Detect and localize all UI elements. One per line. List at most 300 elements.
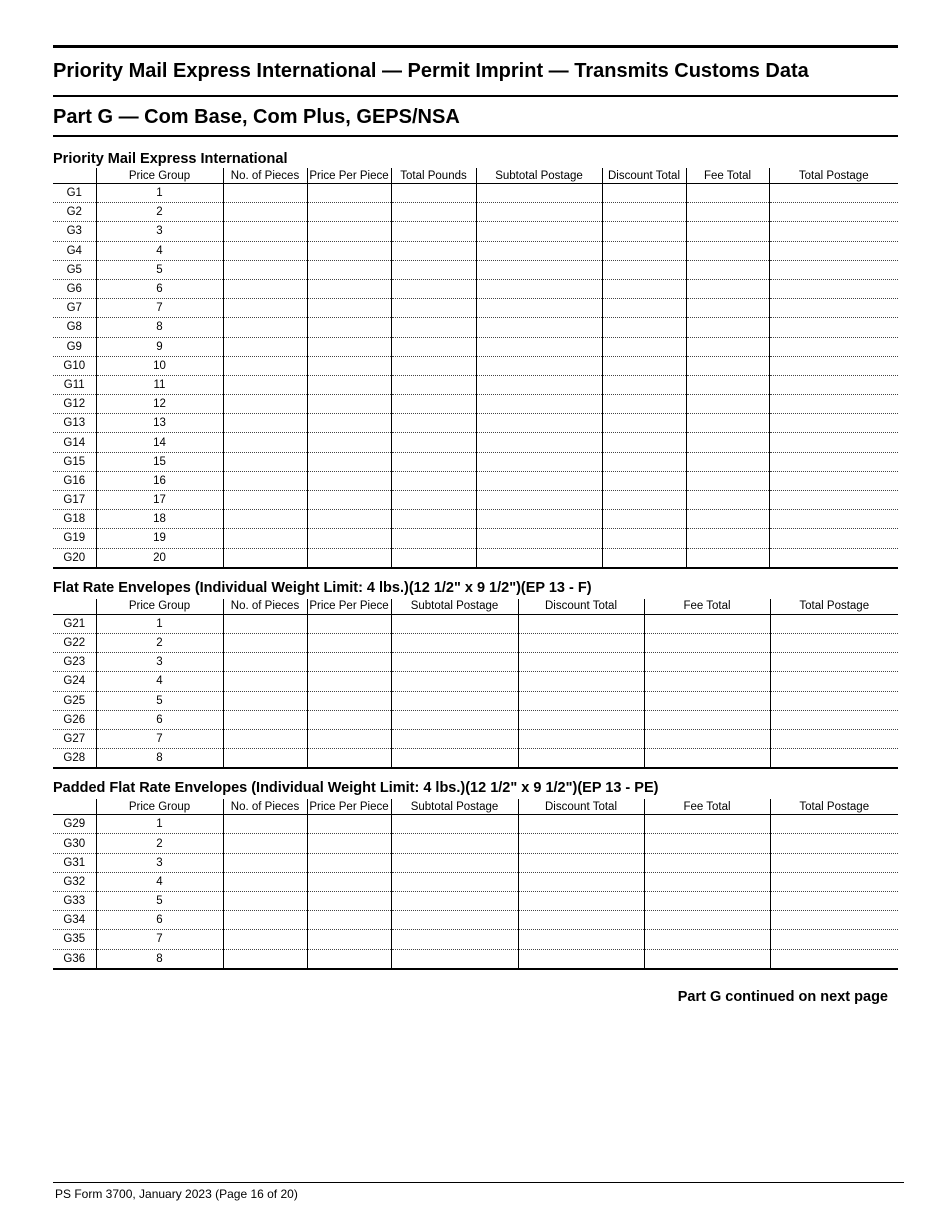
entry-cell[interactable] — [391, 892, 518, 911]
entry-cell[interactable] — [223, 911, 307, 930]
entry-cell[interactable] — [223, 471, 307, 490]
entry-cell[interactable] — [518, 633, 644, 652]
entry-cell[interactable] — [476, 279, 602, 298]
entry-cell[interactable] — [518, 691, 644, 710]
entry-cell[interactable] — [602, 203, 686, 222]
entry-cell[interactable] — [769, 548, 898, 568]
price-group: 2 — [96, 203, 223, 222]
row-id: G15 — [53, 452, 96, 471]
row-id: G28 — [53, 749, 96, 769]
entry-cell[interactable] — [644, 834, 770, 853]
entry-cell[interactable] — [602, 241, 686, 260]
entry-cell[interactable] — [602, 337, 686, 356]
entry-cell[interactable] — [223, 222, 307, 241]
entry-cell[interactable] — [223, 548, 307, 568]
entry-cell[interactable] — [769, 510, 898, 529]
entry-cell[interactable] — [476, 184, 602, 203]
entry-cell[interactable] — [770, 691, 898, 710]
entry-cell[interactable] — [223, 395, 307, 414]
entry-cell[interactable] — [602, 510, 686, 529]
entry-cell[interactable] — [391, 433, 476, 452]
entry-cell[interactable] — [686, 433, 769, 452]
column-header — [53, 168, 96, 184]
price-group: 8 — [96, 749, 223, 769]
entry-cell[interactable] — [223, 614, 307, 633]
entry-cell[interactable] — [769, 318, 898, 337]
entry-cell[interactable] — [518, 749, 644, 769]
column-header: Subtotal Postage — [391, 799, 518, 815]
entry-cell[interactable] — [307, 529, 391, 548]
table-row — [53, 299, 898, 318]
table-row — [53, 395, 898, 414]
entry-cell[interactable] — [223, 414, 307, 433]
entry-cell[interactable] — [476, 548, 602, 568]
entry-cell[interactable] — [223, 633, 307, 652]
entry-cell[interactable] — [307, 203, 391, 222]
entry-cell[interactable] — [307, 299, 391, 318]
column-header: Fee Total — [644, 799, 770, 815]
entry-cell[interactable] — [644, 853, 770, 872]
entry-cell[interactable] — [391, 710, 518, 729]
entry-cell[interactable] — [770, 710, 898, 729]
entry-cell[interactable] — [769, 375, 898, 394]
entry-cell[interactable] — [307, 729, 391, 748]
entry-cell[interactable] — [686, 548, 769, 568]
entry-cell[interactable] — [307, 691, 391, 710]
entry-cell[interactable] — [602, 299, 686, 318]
column-header: Discount Total — [518, 599, 644, 615]
entry-cell[interactable] — [769, 184, 898, 203]
entry-cell[interactable] — [769, 395, 898, 414]
entry-cell[interactable] — [391, 510, 476, 529]
entry-cell[interactable] — [391, 853, 518, 872]
entry-cell[interactable] — [476, 414, 602, 433]
entry-cell[interactable] — [307, 710, 391, 729]
entry-cell[interactable] — [686, 260, 769, 279]
entry-cell[interactable] — [770, 614, 898, 633]
row-id: G23 — [53, 653, 96, 672]
price-group: 1 — [96, 815, 223, 834]
entry-cell[interactable] — [602, 395, 686, 414]
entry-cell[interactable] — [644, 729, 770, 748]
row-id: G2 — [53, 203, 96, 222]
entry-cell[interactable] — [476, 356, 602, 375]
entry-cell[interactable] — [223, 872, 307, 891]
entry-cell[interactable] — [307, 548, 391, 568]
entry-cell[interactable] — [391, 749, 518, 769]
entry-cell[interactable] — [223, 318, 307, 337]
entry-cell[interactable] — [307, 872, 391, 891]
entry-cell[interactable] — [476, 471, 602, 490]
entry-cell[interactable] — [307, 318, 391, 337]
entry-cell[interactable] — [223, 930, 307, 949]
entry-cell[interactable] — [223, 452, 307, 471]
price-group: 5 — [96, 691, 223, 710]
entry-cell[interactable] — [307, 491, 391, 510]
entry-cell[interactable] — [307, 892, 391, 911]
entry-cell[interactable] — [686, 203, 769, 222]
entry-cell[interactable] — [518, 672, 644, 691]
entry-cell[interactable] — [223, 853, 307, 872]
entry-cell[interactable] — [602, 356, 686, 375]
price-group: 12 — [96, 395, 223, 414]
entry-cell[interactable] — [686, 395, 769, 414]
entry-cell[interactable] — [391, 452, 476, 471]
entry-cell[interactable] — [223, 356, 307, 375]
entry-cell[interactable] — [686, 318, 769, 337]
entry-cell[interactable] — [769, 241, 898, 260]
entry-cell[interactable] — [307, 279, 391, 298]
entry-cell[interactable] — [223, 203, 307, 222]
column-header: Discount Total — [602, 168, 686, 184]
entry-cell[interactable] — [391, 395, 476, 414]
entry-cell[interactable] — [769, 414, 898, 433]
row-id: G18 — [53, 510, 96, 529]
entry-cell[interactable] — [769, 433, 898, 452]
entry-cell[interactable] — [476, 260, 602, 279]
row-id: G33 — [53, 892, 96, 911]
entry-cell[interactable] — [518, 815, 644, 834]
entry-cell[interactable] — [518, 653, 644, 672]
entry-cell[interactable] — [476, 452, 602, 471]
entry-cell[interactable] — [644, 911, 770, 930]
entry-cell[interactable] — [644, 815, 770, 834]
row-id: G1 — [53, 184, 96, 203]
price-group: 7 — [96, 729, 223, 748]
entry-cell[interactable] — [307, 749, 391, 769]
entry-cell[interactable] — [391, 815, 518, 834]
entry-cell[interactable] — [644, 872, 770, 891]
row-id: G12 — [53, 395, 96, 414]
price-group: 14 — [96, 433, 223, 452]
entry-cell[interactable] — [602, 184, 686, 203]
entry-cell[interactable] — [770, 672, 898, 691]
entry-cell[interactable] — [391, 203, 476, 222]
entry-cell[interactable] — [769, 279, 898, 298]
entry-cell[interactable] — [644, 691, 770, 710]
entry-cell[interactable] — [518, 710, 644, 729]
entry-cell[interactable] — [602, 471, 686, 490]
column-header: Price Per Piece — [307, 799, 391, 815]
entry-cell[interactable] — [223, 375, 307, 394]
column-header: Price Group — [96, 168, 223, 184]
entry-cell[interactable] — [770, 949, 898, 969]
entry-cell[interactable] — [644, 949, 770, 969]
price-group: 6 — [96, 279, 223, 298]
entry-cell[interactable] — [223, 710, 307, 729]
table-row — [53, 949, 898, 969]
entry-cell[interactable] — [770, 872, 898, 891]
entry-cell[interactable] — [476, 491, 602, 510]
entry-cell[interactable] — [391, 279, 476, 298]
entry-cell[interactable] — [307, 241, 391, 260]
entry-cell[interactable] — [391, 260, 476, 279]
price-group: 8 — [96, 949, 223, 969]
entry-cell[interactable] — [602, 548, 686, 568]
entry-cell[interactable] — [391, 414, 476, 433]
entry-cell[interactable] — [769, 203, 898, 222]
entry-cell[interactable] — [644, 930, 770, 949]
entry-cell[interactable] — [476, 433, 602, 452]
entry-cell[interactable] — [769, 222, 898, 241]
entry-cell[interactable] — [476, 222, 602, 241]
entry-cell[interactable] — [770, 892, 898, 911]
entry-cell[interactable] — [686, 299, 769, 318]
entry-cell[interactable] — [644, 614, 770, 633]
entry-cell[interactable] — [686, 337, 769, 356]
entry-cell[interactable] — [770, 834, 898, 853]
entry-cell[interactable] — [770, 749, 898, 769]
entry-cell[interactable] — [223, 279, 307, 298]
table-row — [53, 729, 898, 748]
entry-cell[interactable] — [476, 375, 602, 394]
entry-cell[interactable] — [391, 356, 476, 375]
entry-cell[interactable] — [391, 930, 518, 949]
entry-cell[interactable] — [223, 672, 307, 691]
entry-cell[interactable] — [223, 653, 307, 672]
entry-cell[interactable] — [518, 614, 644, 633]
form-title: Priority Mail Express International — Permit Imprint — Transmits Customs Data — [53, 60, 809, 82]
entry-cell[interactable] — [686, 414, 769, 433]
entry-cell[interactable] — [644, 633, 770, 652]
entry-cell[interactable] — [307, 375, 391, 394]
table-row — [53, 184, 898, 203]
entry-cell[interactable] — [686, 510, 769, 529]
entry-cell[interactable] — [476, 529, 602, 548]
table-row — [53, 834, 898, 853]
entry-cell[interactable] — [769, 337, 898, 356]
entry-cell[interactable] — [686, 279, 769, 298]
entry-cell[interactable] — [307, 853, 391, 872]
part-title: Part G — Com Base, Com Plus, GEPS/NSA — [53, 106, 460, 128]
entry-cell[interactable] — [518, 834, 644, 853]
entry-cell[interactable] — [602, 414, 686, 433]
entry-cell[interactable] — [518, 892, 644, 911]
row-id: G31 — [53, 853, 96, 872]
entry-cell[interactable] — [307, 452, 391, 471]
entry-cell[interactable] — [770, 930, 898, 949]
entry-cell[interactable] — [770, 633, 898, 652]
entry-cell[interactable] — [391, 337, 476, 356]
entry-cell[interactable] — [307, 653, 391, 672]
entry-cell[interactable] — [223, 691, 307, 710]
entry-cell[interactable] — [391, 949, 518, 969]
entry-cell[interactable] — [644, 653, 770, 672]
row-id: G32 — [53, 872, 96, 891]
entry-cell[interactable] — [686, 471, 769, 490]
entry-cell[interactable] — [518, 949, 644, 969]
entry-cell[interactable] — [686, 375, 769, 394]
entry-cell[interactable] — [307, 834, 391, 853]
price-group: 6 — [96, 911, 223, 930]
entry-cell[interactable] — [769, 471, 898, 490]
row-id: G27 — [53, 729, 96, 748]
entry-cell[interactable] — [602, 452, 686, 471]
entry-cell[interactable] — [686, 452, 769, 471]
entry-cell[interactable] — [223, 260, 307, 279]
entry-cell[interactable] — [223, 529, 307, 548]
entry-cell[interactable] — [391, 318, 476, 337]
form-footer: PS Form 3700, January 2023 (Page 16 of 20) — [55, 1187, 298, 1201]
entry-cell[interactable] — [391, 491, 476, 510]
entry-cell[interactable] — [391, 241, 476, 260]
table-row — [53, 853, 898, 872]
entry-cell[interactable] — [223, 729, 307, 748]
table-row — [53, 710, 898, 729]
entry-cell[interactable] — [476, 318, 602, 337]
entry-cell[interactable] — [307, 395, 391, 414]
entry-cell[interactable] — [307, 260, 391, 279]
entry-cell[interactable] — [518, 853, 644, 872]
table-row — [53, 452, 898, 471]
entry-cell[interactable] — [769, 299, 898, 318]
price-group: 17 — [96, 491, 223, 510]
row-id: G4 — [53, 241, 96, 260]
entry-cell[interactable] — [223, 510, 307, 529]
entry-cell[interactable] — [476, 299, 602, 318]
entry-cell[interactable] — [476, 203, 602, 222]
entry-cell[interactable] — [307, 356, 391, 375]
entry-cell[interactable] — [644, 672, 770, 691]
entry-cell[interactable] — [644, 749, 770, 769]
table-row — [53, 892, 898, 911]
entry-cell[interactable] — [391, 653, 518, 672]
entry-cell[interactable] — [769, 491, 898, 510]
price-group: 1 — [96, 184, 223, 203]
pmei-table — [53, 168, 898, 569]
entry-cell[interactable] — [223, 241, 307, 260]
entry-cell[interactable] — [223, 299, 307, 318]
entry-cell[interactable] — [602, 260, 686, 279]
entry-cell[interactable] — [770, 853, 898, 872]
entry-cell[interactable] — [307, 337, 391, 356]
entry-cell[interactable] — [307, 930, 391, 949]
row-id: G21 — [53, 614, 96, 633]
entry-cell[interactable] — [307, 911, 391, 930]
entry-cell[interactable] — [769, 356, 898, 375]
entry-cell[interactable] — [223, 491, 307, 510]
entry-cell[interactable] — [686, 241, 769, 260]
entry-cell[interactable] — [223, 815, 307, 834]
row-id: G13 — [53, 414, 96, 433]
entry-cell[interactable] — [307, 222, 391, 241]
column-header: Price Group — [96, 599, 223, 615]
entry-cell[interactable] — [518, 930, 644, 949]
table-row — [53, 375, 898, 394]
entry-cell[interactable] — [518, 729, 644, 748]
entry-cell[interactable] — [223, 749, 307, 769]
entry-cell[interactable] — [391, 911, 518, 930]
price-group: 2 — [96, 633, 223, 652]
entry-cell[interactable] — [770, 729, 898, 748]
entry-cell[interactable] — [518, 872, 644, 891]
entry-cell[interactable] — [686, 356, 769, 375]
entry-cell[interactable] — [391, 672, 518, 691]
entry-cell[interactable] — [391, 834, 518, 853]
entry-cell[interactable] — [602, 318, 686, 337]
entry-cell[interactable] — [223, 184, 307, 203]
entry-cell[interactable] — [391, 614, 518, 633]
entry-cell[interactable] — [391, 729, 518, 748]
entry-cell[interactable] — [391, 872, 518, 891]
entry-cell[interactable] — [391, 184, 476, 203]
price-group: 9 — [96, 337, 223, 356]
entry-cell[interactable] — [602, 433, 686, 452]
entry-cell[interactable] — [307, 949, 391, 969]
continued-note: Part G continued on next page — [677, 989, 888, 1005]
entry-cell[interactable] — [602, 222, 686, 241]
entry-cell[interactable] — [307, 433, 391, 452]
entry-cell[interactable] — [391, 529, 476, 548]
entry-cell[interactable] — [770, 815, 898, 834]
table-header-row — [53, 799, 898, 815]
entry-cell[interactable] — [602, 375, 686, 394]
entry-cell[interactable] — [602, 279, 686, 298]
entry-cell[interactable] — [391, 471, 476, 490]
entry-cell[interactable] — [223, 892, 307, 911]
row-id: G16 — [53, 471, 96, 490]
entry-cell[interactable] — [476, 337, 602, 356]
entry-cell[interactable] — [770, 653, 898, 672]
entry-cell[interactable] — [223, 949, 307, 969]
entry-cell[interactable] — [391, 299, 476, 318]
entry-cell[interactable] — [223, 834, 307, 853]
entry-cell[interactable] — [307, 184, 391, 203]
entry-cell[interactable] — [223, 337, 307, 356]
row-id: G20 — [53, 548, 96, 568]
price-group: 16 — [96, 471, 223, 490]
entry-cell[interactable] — [307, 471, 391, 490]
entry-cell[interactable] — [769, 452, 898, 471]
column-header: No. of Pieces — [223, 799, 307, 815]
entry-cell[interactable] — [476, 510, 602, 529]
entry-cell[interactable] — [223, 433, 307, 452]
entry-cell[interactable] — [391, 633, 518, 652]
row-id: G35 — [53, 930, 96, 949]
entry-cell[interactable] — [769, 529, 898, 548]
entry-cell[interactable] — [307, 614, 391, 633]
entry-cell[interactable] — [307, 672, 391, 691]
entry-cell[interactable] — [307, 633, 391, 652]
price-group: 2 — [96, 834, 223, 853]
price-group: 5 — [96, 892, 223, 911]
entry-cell[interactable] — [391, 375, 476, 394]
entry-cell[interactable] — [602, 491, 686, 510]
entry-cell[interactable] — [307, 815, 391, 834]
entry-cell[interactable] — [770, 911, 898, 930]
entry-cell[interactable] — [307, 510, 391, 529]
entry-cell[interactable] — [644, 892, 770, 911]
price-group: 6 — [96, 710, 223, 729]
entry-cell[interactable] — [391, 691, 518, 710]
price-group: 8 — [96, 318, 223, 337]
entry-cell[interactable] — [769, 260, 898, 279]
entry-cell[interactable] — [307, 414, 391, 433]
entry-cell[interactable] — [686, 529, 769, 548]
entry-cell[interactable] — [391, 548, 476, 568]
entry-cell[interactable] — [518, 911, 644, 930]
entry-cell[interactable] — [644, 710, 770, 729]
entry-cell[interactable] — [686, 184, 769, 203]
entry-cell[interactable] — [686, 222, 769, 241]
entry-cell[interactable] — [476, 395, 602, 414]
entry-cell[interactable] — [391, 222, 476, 241]
entry-cell[interactable] — [602, 529, 686, 548]
entry-cell[interactable] — [476, 241, 602, 260]
price-group: 4 — [96, 672, 223, 691]
table-header-row — [53, 599, 898, 615]
entry-cell[interactable] — [686, 491, 769, 510]
